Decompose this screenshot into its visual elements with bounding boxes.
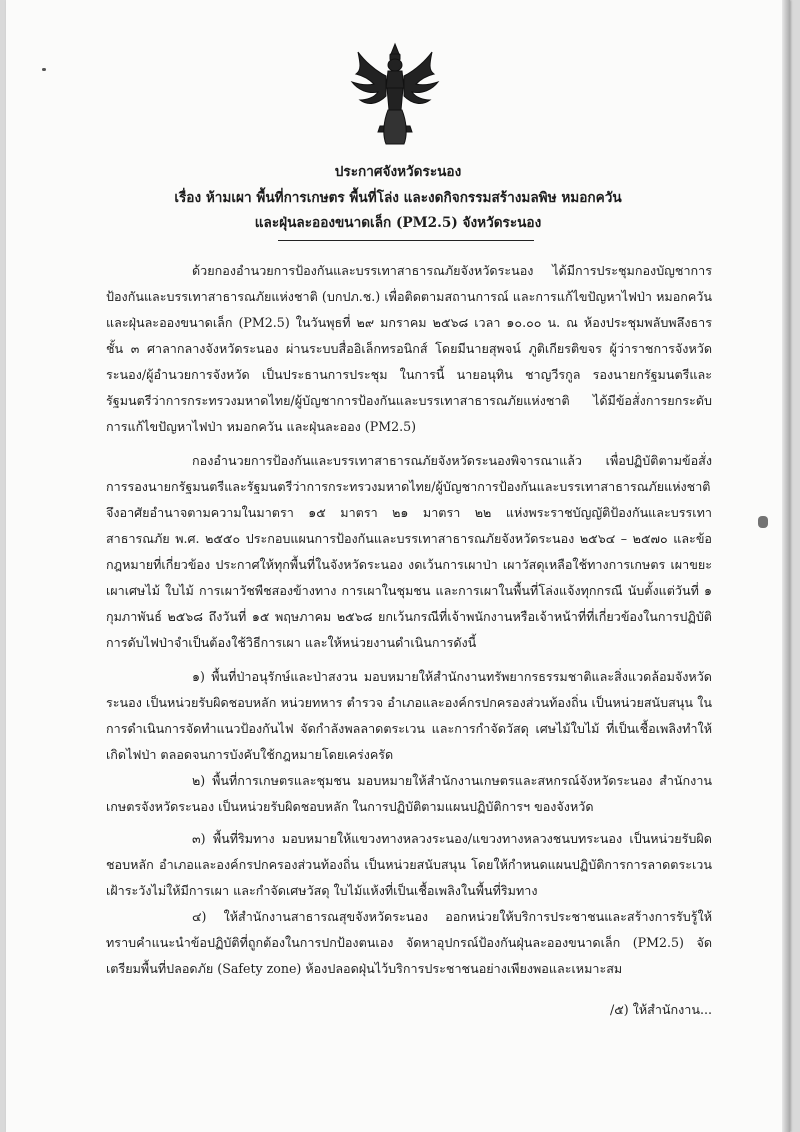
list-item-2: ๒) พื้นที่การเกษตรและชุมชน มอบหมายให้สำนักงานเกษตรและสหกรณ์จังหวัดระนอง สำนักงานเกษตรจังหวัดระนอง เป็นหน่วยรับผิดชอบหลัก ในการปฏิบัติตามแผนปฏิบัติการฯ ของจังหวัด: [106, 773, 712, 814]
list-item-3: ๓) พื้นที่ริมทาง มอบหมายให้แขวงทางหลวงระนอง/แขวงทางหลวงชนบทระนอง เป็นหน่วยรับผิดชอบหลัก อำเภอและองค์กรปกครองส่วนท้องถิ่น เป็นหน่วยสนับสนุน โดยให้กำหนดแผนปฏิบัติการการลาดตระเวนเฝ้าระวังไม่ให้มีการเผา และกำจัดเศษวัสดุ ใบไม้แห้งที่เป็นเชื้อเพลิงในพื้นที่ริมทาง: [106, 831, 712, 898]
paragraph-intro: ด้วยกองอำนวยการป้องกันและบรรเทาสาธารณภัยจังหวัดระนอง ได้มีการประชุมกองบัญชาการป้องกันและบรรเทาสาธารณภัยแห่งชาติ (บกปภ.ช.) เพื่อติดตามสถานการณ์ และการแก้ไขปัญหาไฟป่า หมอกควันและฝุ่นละอองขนาดเล็ก (PM2.5) ในวันพุธที่ ๒๙ มกราคม ๒๕๖๘ เวลา ๑๐.๐๐ น. ณ ห้องประชุมพลับพลึงธาร ชั้น ๓ ศาลากลางจังหวัดระนอง ผ่านระบบสื่ออิเล็กทรอนิกส์ โดยมีนายสุพจน์ ภูติเกียรติขจร ผู้ว่าราชการจังหวัดระนอง/ผู้อำนวยการจังหวัด เป็นประธานการประชุม ในการนี้ นายอนุทิน ชาญวีรกูล รองนายกรัฐมนตรีและรัฐมนตรีว่าการกระทรวงมหาดไทย/ผู้บัญชาการป้องกันและบรรเทาสาธารณภัยแห่งชาติ ได้มีข้อสั่งการยกระดับการแก้ไขปัญหาไฟป่า หมอกควัน และฝุ่นละออง (PM2.5): [106, 263, 712, 434]
document-page: [6, 0, 790, 1132]
list-item-4: ๔) ให้สำนักงานสาธารณสุขจังหวัดระนอง ออกหน่วยให้บริการประชาชนและสร้างการรับรู้ให้ทราบคำแนะนำข้อปฏิบัติที่ถูกต้องในการปกป้องตนเอง จัดหาอุปกรณ์ป้องกันฝุ่นละอองขนาดเล็ก (PM2.5) จัดเตรียมพื้นที่ปลอดภัย (Safety zone) ห้องปลอดฝุ่นไว้บริการประชาชนอย่างเพียงพอและเหมาะสม: [106, 909, 712, 976]
title-divider: [278, 240, 534, 241]
document-body: [106, 258, 712, 982]
subject-line-2: และฝุ่นละอองขนาดเล็ก (PM2.5) จังหวัดระนอง: [254, 215, 542, 231]
continuation-note: /๕) ให้สำนักงาน...: [610, 1002, 712, 1017]
paragraph-announcement: กองอำนวยการป้องกันและบรรเทาสาธารณภัยจังหวัดระนองพิจารณาแล้ว เพื่อปฏิบัติตามข้อสั่งการรองนายกรัฐมนตรีและรัฐมนตรีว่าการกระทรวงมหาดไทย/ผู้บัญชาการป้องกันและบรรเทาสาธารณภัยแห่งชาติ จึงอาศัยอำนาจตามความในมาตรา ๑๕ มาตรา ๒๑ มาตรา ๒๒ แห่งพระราชบัญญัติป้องกันและบรรเทาสาธารณภัย พ.ศ. ๒๕๕๐ ประกอบแผนการป้องกันและบรรเทาสาธารณภัยจังหวัดระนอง ๒๕๖๔ – ๒๕๗๐ และข้อกฎหมายที่เกี่ยวข้อง ประกาศให้ทุกพื้นที่ในจังหวัดระนอง งดเว้นการเผาป่า เผาวัสดุเหลือใช้ทางการเกษตร เผาขยะ เผาเศษไม้ ใบไม้ การเผาวัชพืชสองข้างทาง การเผาในชุมชน และการเผาในพื้นที่โล่งแจ้งทุกกรณี นับตั้งแต่วันที่ ๑ กุมภาพันธ์ ๒๕๖๘ ถึงวันที่ ๑๕ พฤษภาคม ๒๕๖๘ ยกเว้นกรณีที่เจ้าพนักงานหรือเจ้าหน้าที่ที่เกี่ยวข้องในการปฏิบัติการดับไฟป่าจำเป็นต้องใช้วิธีการเผา และให้หน่วยงานดำเนินการดังนี้: [106, 453, 712, 650]
list-item-1: ๑) พื้นที่ป่าอนุรักษ์และป่าสงวน มอบหมายให้สำนักงานทรัพยากรธรรมชาติและสิ่งแวดล้อมจังหวัดระนอง เป็นหน่วยรับผิดชอบหลัก หน่วยทหาร ตำรวจ อำเภอและองค์กรปกครองส่วนท้องถิ่น เป็นหน่วยสนับสนุน ในการดำเนินการจัดทำแนวป้องกันไฟ จัดกำลังพลลาดตระเวน และการกำจัดวัสดุ เศษไม้ใบไม้ ที่เป็นเชื้อเพลิงทำให้เกิดไฟป่า ตลอดจนการบังคับใช้กฎหมายโดยเคร่งครัด: [106, 669, 712, 762]
scan-speck: [42, 68, 46, 71]
garuda-emblem-icon: [344, 40, 446, 150]
subject-line-1: เรื่อง ห้ามเผา พื้นที่การเกษตร พื้นที่โล่ง และงดกิจกรรมสร้างมลพิษ หมอกควัน: [174, 190, 622, 206]
document-title: ประกาศจังหวัดระนอง: [334, 164, 462, 180]
scan-speck: [758, 516, 768, 528]
